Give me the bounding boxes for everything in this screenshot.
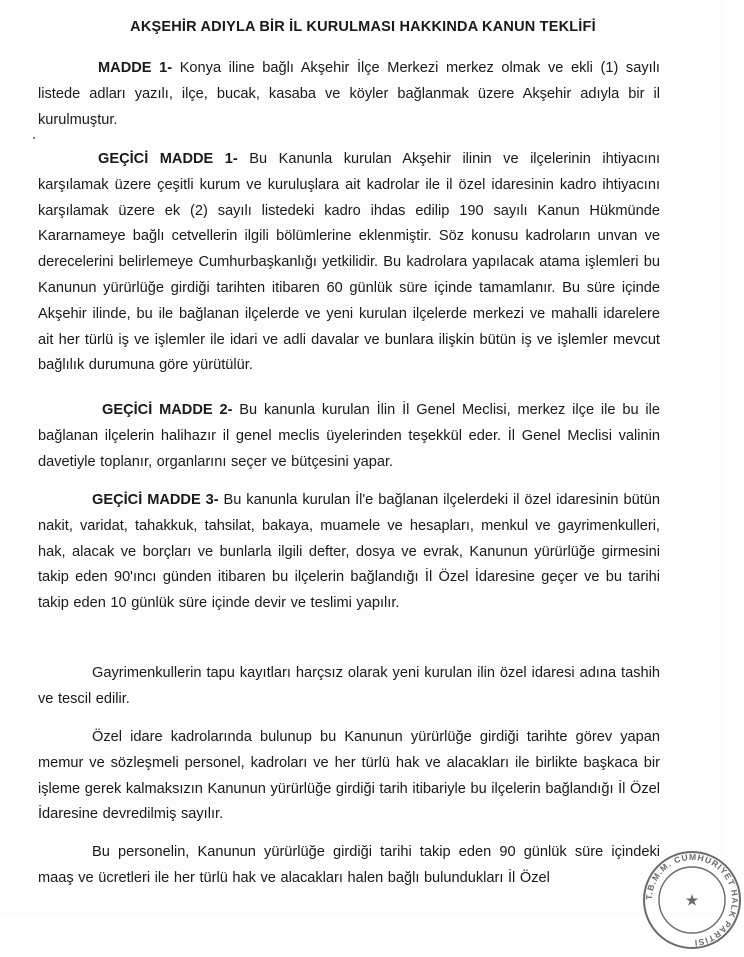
paragraph-gecici-madde-1 xyxy=(38,147,660,379)
paragraph-text: Konya iline bağlı Akşehir İlçe Merkezi merkez olmak ve ekli (1) sayılı listede adları yazılı, ilçe, bucak, kasaba ve köyler bağlanmak üzere Akşehir adıyla bir il kurulmuştur. xyxy=(38,60,660,128)
paragraph-gecici-madde-3 xyxy=(38,488,660,617)
paragraph-text: Bu kanunla kurulan İl'e bağlanan ilçelerdeki il özel idaresinin bütün nakit, varidat, tahakkuk, tahsilat, bakaya, muamele ve hesapları, menkul ve gayrimenkulleri, hak, alacak ve borçları ve bunlarla ilgili defter, dosya ve evrak, Kanunun yürürlüğe girmesini takip eden 90'ıncı günden itibaren bu ilçelerin bağlandığı İl Özel İdaresine geçer ve bu tarihi takip eden 10 günlük süre içinde devir ve teslimi yapılır. xyxy=(38,492,660,612)
paragraph-maas xyxy=(38,840,660,892)
paragraph-tapu xyxy=(38,661,660,713)
document-title: AKŞEHİR ADIYLA BİR İL KURULMASI HAKKINDA KANUN TEKLİFİ xyxy=(130,19,596,35)
paragraph-text: Bu personelin, Kanunun yürürlüğe girdiği tarihi takip eden 90 günlük süre içindeki maaş ve ücretleri ile her türlü hak ve alacakları halen bağlı bulundukları İl Özel xyxy=(38,844,660,886)
speck xyxy=(33,137,35,139)
paragraph-text: Bu Kanunla kurulan Akşehir ilinin ve ilçelerinin ihtiyacını karşılamak üzere çeşitli kurum ve kuruluşlara ait kadrolar ile il özel idaresinin kadro ihtiyacını karşılamak üzere ek (2) sayılı listedeki kadro ihdas edilip 190 sayılı Kanun Hükmünde Kararnameye bağlı cetvellerin ilgili bölümlerine eklenmiştir. Söz konusu kadroların unvan ve derecelerini belirlemeye Cumhurbaşkanlığı yetkilidir. Bu kadrolara yapılacak atama işlemleri bu Kanunun yürürlüğe girdiği tarihten itibaren 60 günlük süre içinde tamamlanır. Bu süre içinde Akşehir ilinde, bu ile bağlanan ilçelerde ve yeni kurulan ilçelerde merkezi ve mahalli idarelere ait her türlü iş ve işlemler ile idari ve adli davalar ve bunlara ilişkin bütün iş ve işlemler mevcut bağlılık durumuna göre yürütülür. xyxy=(38,151,660,374)
paragraph-heading: GEÇİCİ MADDE 1- xyxy=(98,151,238,167)
paragraph-text: Bu kanunla kurulan İlin İl Genel Meclisi, merkez ilçe ile bu ile bağlanan ilçelerin halihazır il genel meclis üyelerinden teşekkül eder. İl Genel Meclisi valinin davetiyle toplanır, organlarını seçer ve bütçesini yapar. xyxy=(38,402,660,470)
svg-text:★: ★ xyxy=(685,892,699,908)
paragraph-personel xyxy=(38,725,660,828)
paragraph-heading: GEÇİCİ MADDE 3- xyxy=(92,492,219,508)
paragraph-gecici-madde-2 xyxy=(38,398,660,475)
stamp-text: T.B.M.M. CUMHURİYET HALK PARTİSİ xyxy=(643,851,741,948)
paragraph-text: Özel idare kadrolarında bulunup bu Kanunun yürürlüğe girdiği tarihte görev yapan memur ve sözleşmeli personel, kadroları ve her türlü hak ve alacakları ile birlikte başkaca bir işleme gerek kalmaksızın Kanunun yürürlüğe girdiği tarih itibariyle bu ilçelerin bağlandığı İl Özel İdaresine devredilmiş sayılır. xyxy=(38,729,660,823)
paragraph-heading: GEÇİCİ MADDE 2- xyxy=(102,402,233,418)
paragraph-text: Gayrimenkullerin tapu kayıtları harçsız olarak yeni kurulan ilin özel idaresi adına tashih ve tescil edilir. xyxy=(38,665,660,707)
paragraph-heading: MADDE 1- xyxy=(98,60,173,76)
paragraph-madde-1 xyxy=(38,56,660,133)
official-stamp xyxy=(640,848,744,952)
stamp-seal-icon xyxy=(640,848,744,952)
